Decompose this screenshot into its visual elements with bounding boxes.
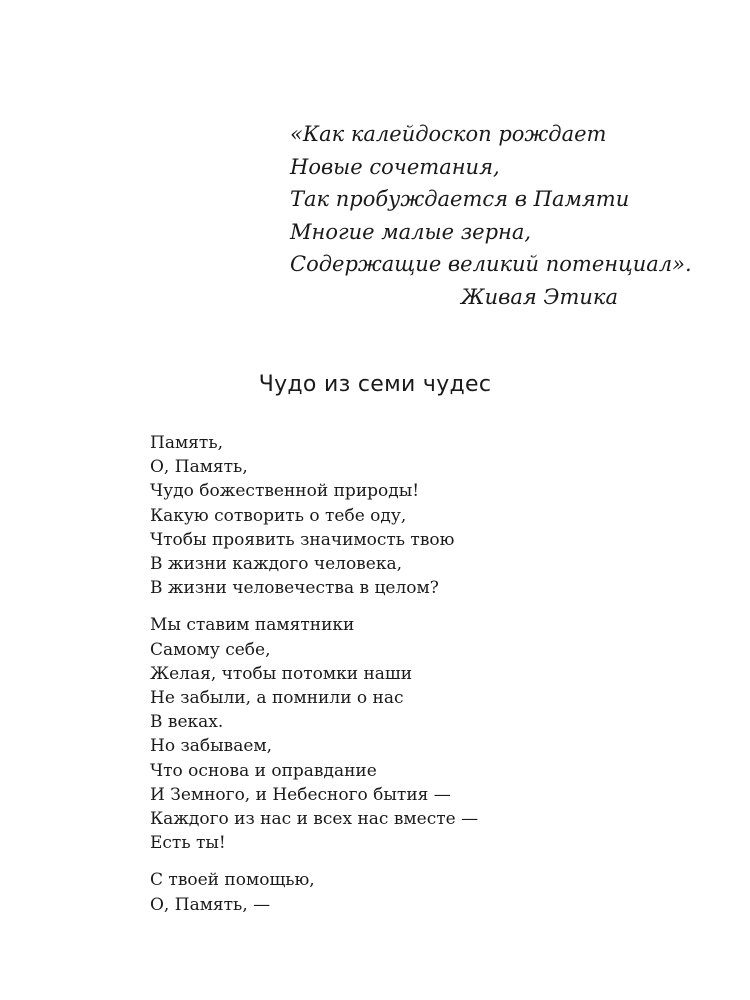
poem-line: Но забываем, bbox=[150, 736, 273, 757]
poem-line: Есть ты! bbox=[150, 833, 226, 854]
epigraph-line: «Как калейдоскоп рождает bbox=[290, 122, 607, 146]
poem-line: Самому себе, bbox=[150, 639, 271, 660]
epigraph-line: Так пробуждается в Памяти bbox=[290, 187, 630, 211]
poem-line: Память, bbox=[150, 433, 223, 453]
poem-line: В жизни человечества в целом? bbox=[150, 578, 439, 599]
epigraph-line: Содержащие великий потенциал». bbox=[290, 252, 692, 276]
stanza bbox=[150, 868, 630, 916]
epigraph-author: Живая Этика bbox=[460, 284, 618, 309]
epigraph-line: Многие малые зерна, bbox=[290, 219, 532, 244]
poem-line: О, Память, bbox=[150, 457, 248, 478]
poem-title: Чудо из семи чудес bbox=[258, 372, 492, 397]
epigraph bbox=[290, 118, 692, 313]
poem-line: В жизни каждого человека, bbox=[150, 554, 402, 575]
stanza bbox=[150, 431, 630, 600]
poem-line: Не забыли, а помнили о нас bbox=[150, 688, 404, 709]
poem-line: В веках. bbox=[150, 712, 224, 733]
poem-line: Чудо божественной природы! bbox=[150, 481, 420, 502]
poem-line: Какую сотворить о тебе оду, bbox=[150, 505, 407, 526]
poem-line: Что основа и оправдание bbox=[150, 760, 377, 781]
poem-line: Чтобы проявить значимость твою bbox=[150, 529, 455, 550]
poem-line: С твоей помощью, bbox=[150, 870, 315, 891]
poem-body bbox=[150, 431, 630, 930]
poem-line: И Земного, и Небесного бытия — bbox=[150, 784, 451, 805]
stanza bbox=[150, 613, 630, 855]
poem-line: Каждого из нас и всех нас вместе — bbox=[150, 809, 479, 830]
poem-line: Мы ставим памятники bbox=[150, 615, 355, 636]
poem-line: О, Память, — bbox=[150, 894, 271, 915]
poem-line: Желая, чтобы потомки наши bbox=[150, 663, 413, 684]
epigraph-line: Новые сочетания, bbox=[290, 154, 500, 179]
